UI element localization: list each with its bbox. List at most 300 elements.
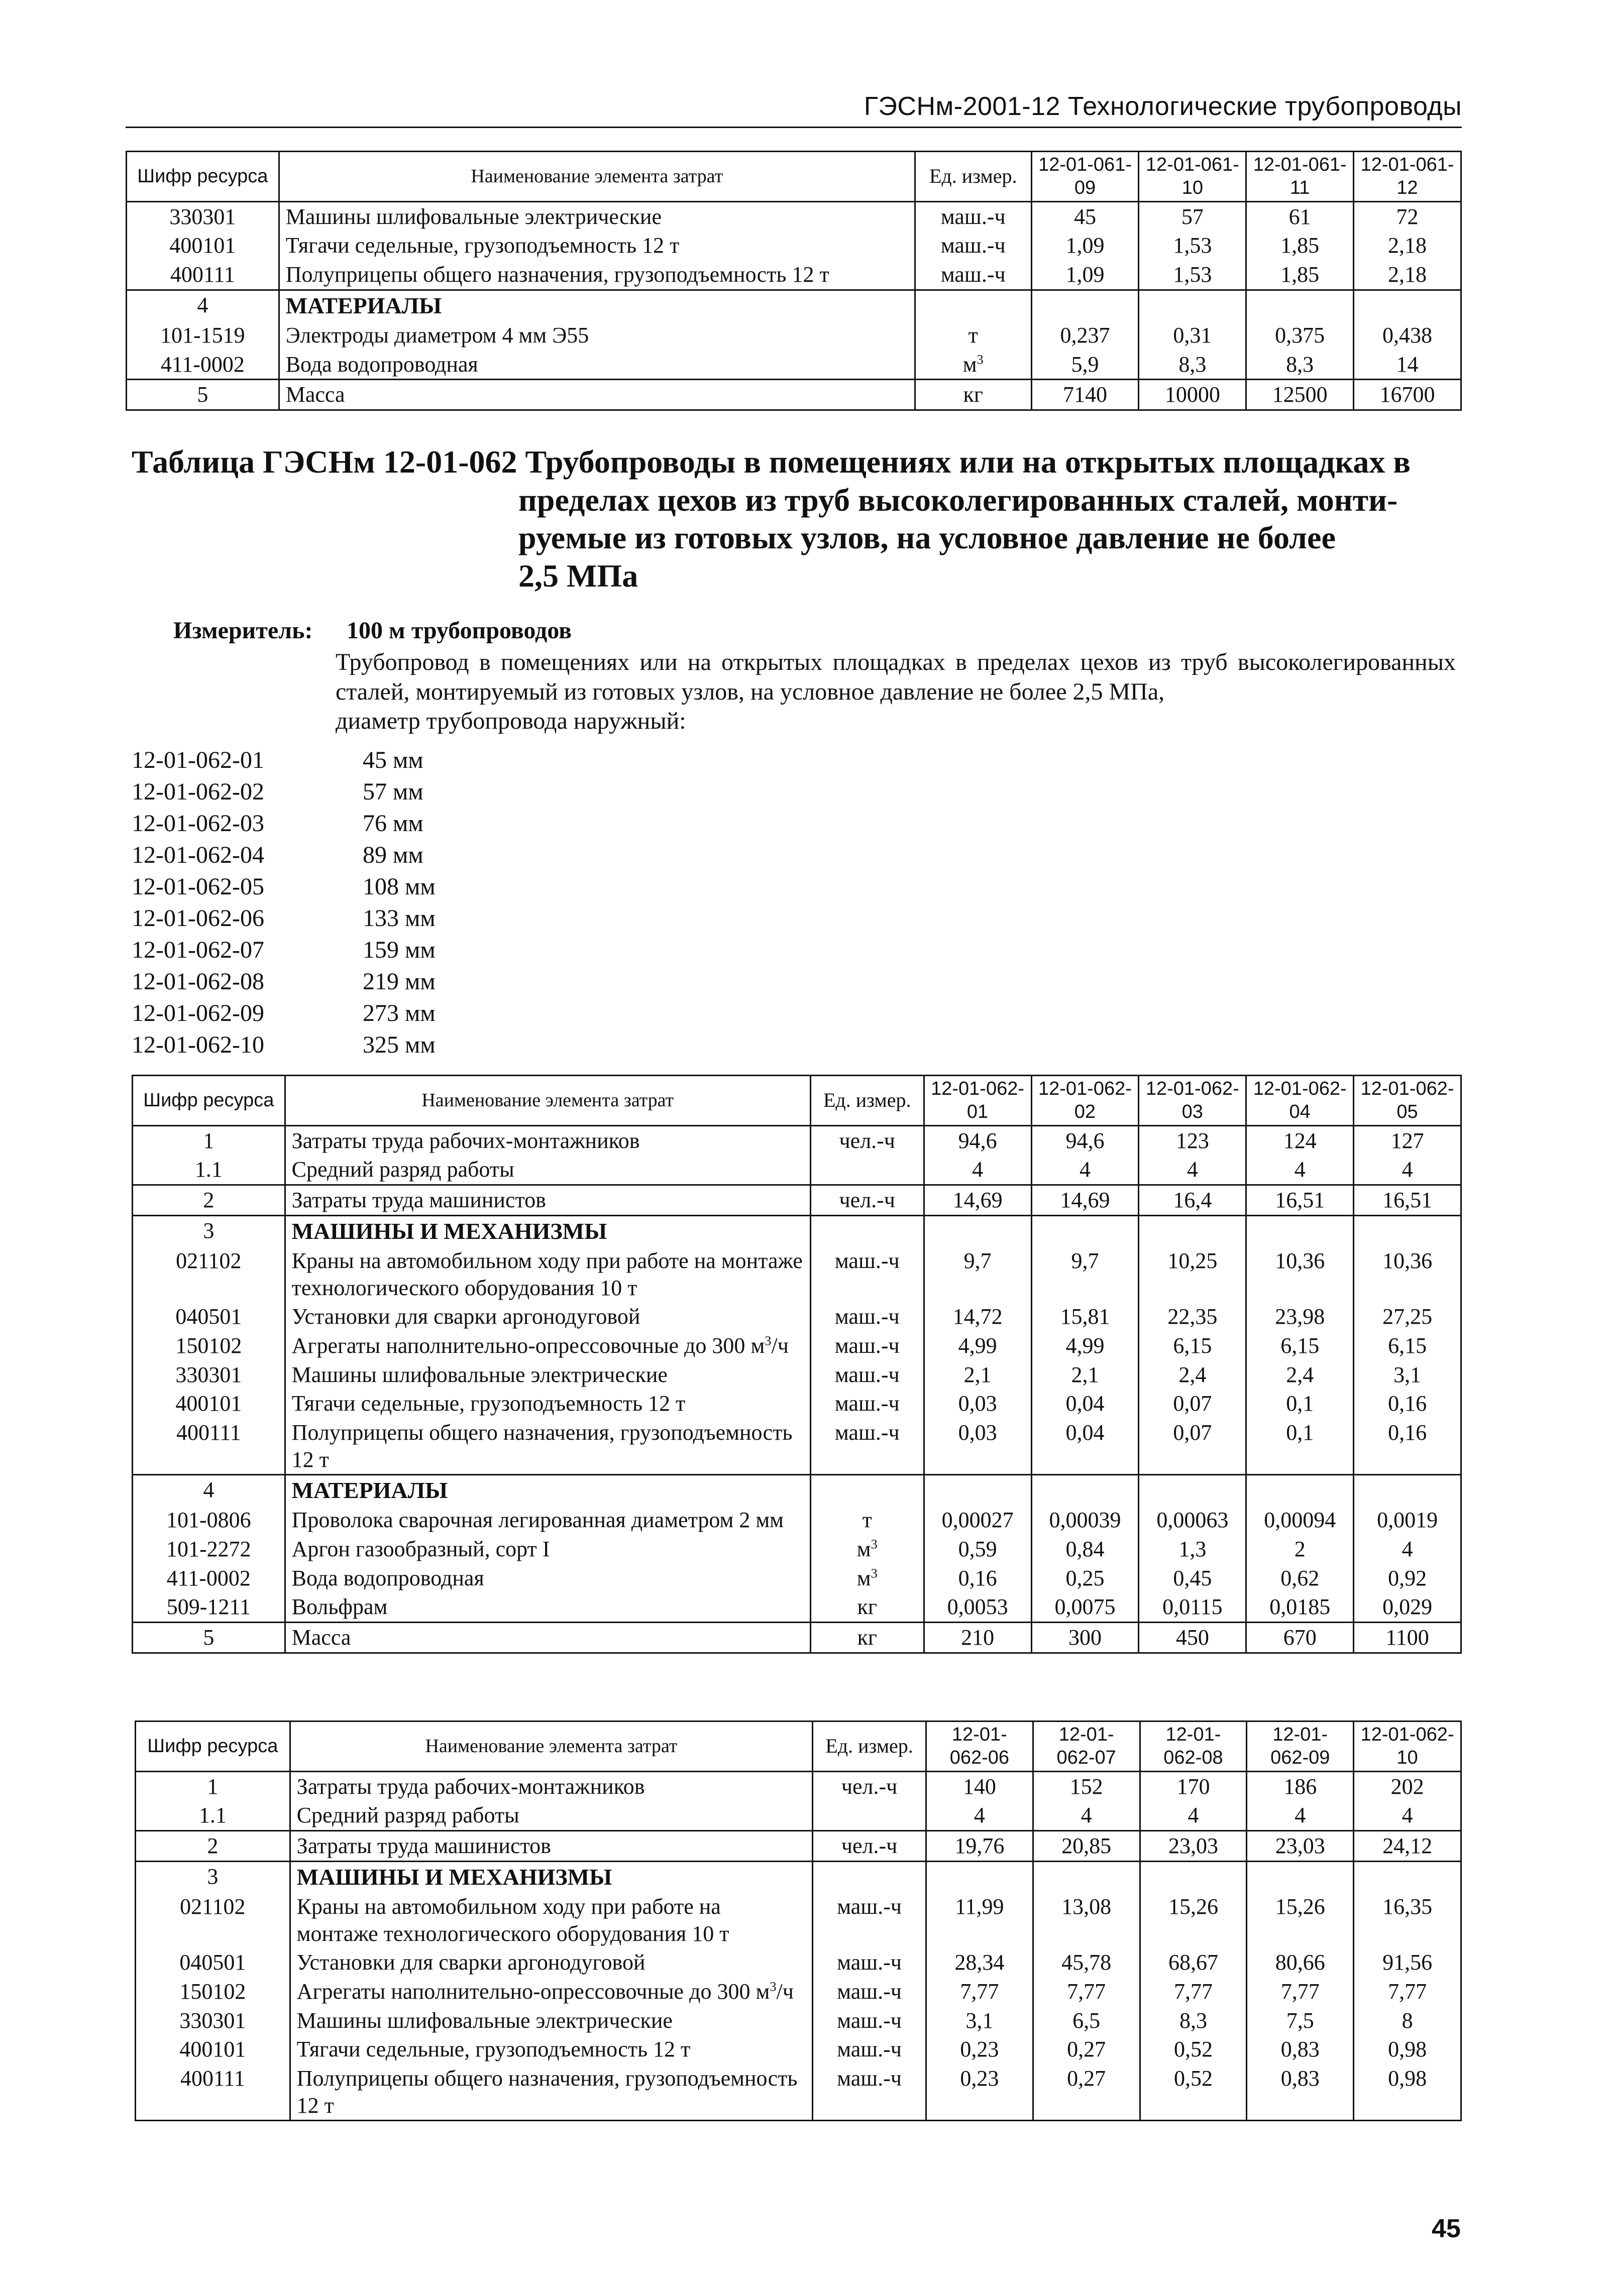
variant-diameter: 57 мм: [363, 778, 423, 805]
resource-value: [1139, 1215, 1246, 1246]
header-column-12-01-061-11: 12-01-061-11: [1246, 152, 1354, 202]
resource-value: 2,4: [1139, 1360, 1246, 1390]
resource-name: МАШИНЫ И МЕХАНИЗМЫ: [285, 1215, 810, 1246]
resource-unit: маш.-ч: [915, 201, 1031, 231]
resource-value: 7140: [1031, 380, 1139, 410]
resource-unit: маш.-ч: [813, 1948, 926, 1977]
resource-value: [1031, 1475, 1139, 1506]
table-row: [127, 350, 1461, 380]
resource-value: 4: [1139, 1155, 1246, 1185]
resource-value: 23,98: [1246, 1302, 1354, 1331]
table-row: [127, 380, 1461, 410]
resource-name: Установки для сварки аргонодуговой: [290, 1948, 812, 1977]
resource-value: 4: [1246, 1155, 1354, 1185]
resource-name: Тягачи седельные, грузоподъемность 12 т: [285, 1389, 810, 1418]
variant-diameter: 219 мм: [363, 968, 436, 995]
header-name: Наименование элемента затрат: [290, 1721, 812, 1772]
meter: [173, 617, 572, 644]
resource-value: 1,85: [1246, 231, 1354, 260]
variant-row: [132, 934, 436, 966]
table-row: [136, 1861, 1461, 1892]
header-name: Наименование элемента затрат: [285, 1076, 810, 1126]
resource-value: 170: [1140, 1771, 1247, 1801]
table-row: [127, 231, 1461, 260]
resource-name: Затраты труда машинистов: [290, 1831, 812, 1862]
resource-value: 57: [1139, 201, 1246, 231]
resource-name: Затраты труда рабочих-монтажников: [290, 1771, 812, 1801]
table-row: [133, 1535, 1461, 1564]
resource-value: 670: [1246, 1623, 1354, 1653]
resource-code: 3: [133, 1215, 285, 1246]
resource-value: 2,18: [1354, 260, 1461, 290]
variant-diameter: 325 мм: [363, 1031, 436, 1058]
table-title-line: 2,5 МПа: [518, 557, 638, 594]
resource-value: 0,375: [1246, 321, 1354, 350]
resource-value: 0,03: [924, 1418, 1031, 1475]
resource-value: 8,3: [1140, 2006, 1247, 2035]
header-column-12-01-061-12: 12-01-061-12: [1354, 152, 1461, 202]
resource-value: 1,53: [1139, 231, 1246, 260]
resource-value: 72: [1354, 201, 1461, 231]
resource-value: 14: [1354, 350, 1461, 380]
resource-value: 0,23: [926, 2064, 1033, 2121]
resource-value: 94,6: [1031, 1125, 1139, 1155]
resource-value: [1139, 1475, 1246, 1506]
resource-value: 300: [1031, 1623, 1139, 1653]
resource-table-062-a: [132, 1075, 1462, 1654]
variant-diameter: 89 мм: [363, 842, 423, 868]
resource-code: 1: [136, 1771, 290, 1801]
resource-value: 0,07: [1139, 1418, 1246, 1475]
resource-name: Проволока сварочная легированная диаметром 2 мм: [285, 1506, 810, 1535]
table-row: [133, 1331, 1461, 1360]
resource-code: 400101: [136, 2035, 290, 2064]
resource-value: 0,04: [1031, 1418, 1139, 1475]
resource-name: Краны на автомобильном ходу при работе на монтаже технологического оборудования 10 т: [290, 1892, 812, 1948]
resource-value: 124: [1246, 1125, 1354, 1155]
variant-diameter: 159 мм: [363, 937, 436, 963]
resource-name: Установки для сварки аргонодуговой: [285, 1302, 810, 1331]
table-title: [132, 443, 1468, 595]
header-unit: Ед. измер.: [915, 152, 1031, 202]
resource-code: 5: [133, 1623, 285, 1653]
table-row: [136, 1948, 1461, 1977]
resource-value: 0,00063: [1139, 1506, 1246, 1535]
description-main: Трубопровод в помещениях или на открытых площадках в пределах цехов из труб высоколегированных сталей, монтируемый из готовых узлов, на условное давление не более 2,5 МПа,: [336, 649, 1456, 705]
variant-code: 12-01-062-09: [132, 1000, 264, 1026]
resource-value: 0,1: [1246, 1389, 1354, 1418]
resource-unit: [810, 1475, 924, 1506]
variant-code: 12-01-062-07: [132, 937, 264, 963]
table-row: [136, 2035, 1461, 2064]
table-row: [133, 1302, 1461, 1331]
resource-code: 101-0806: [133, 1506, 285, 1535]
resource-code: 4: [133, 1475, 285, 1506]
resource-value: 0,83: [1247, 2035, 1354, 2064]
resource-value: 14,69: [1031, 1185, 1139, 1216]
resource-value: 0,0075: [1031, 1592, 1139, 1622]
resource-value: 19,76: [926, 1831, 1033, 1862]
resource-name: Масса: [279, 380, 915, 410]
resource-value: 10000: [1139, 380, 1246, 410]
resource-value: 2,18: [1354, 231, 1461, 260]
resource-name: Электроды диаметром 4 мм Э55: [279, 321, 915, 350]
resource-value: 0,23: [926, 2035, 1033, 2064]
resource-value: 10,25: [1139, 1246, 1246, 1302]
resource-value: 202: [1354, 1771, 1461, 1801]
resource-unit: маш.-ч: [813, 1892, 926, 1948]
resource-value: 0,98: [1354, 2064, 1461, 2121]
resource-code: 040501: [136, 1948, 290, 1977]
resource-unit: маш.-ч: [810, 1418, 924, 1475]
resource-code: 2: [133, 1185, 285, 1216]
resource-code: 400101: [127, 231, 279, 260]
variant-list: [132, 744, 436, 1061]
resource-value: [1246, 1475, 1354, 1506]
resource-code: 1: [133, 1125, 285, 1155]
resource-value: 80,66: [1247, 1948, 1354, 1977]
resource-table-061: [126, 151, 1462, 411]
resource-unit: маш.-ч: [810, 1246, 924, 1302]
variant-row: [132, 1029, 436, 1061]
description-tail: диаметр трубопровода наружный:: [336, 708, 686, 735]
resource-value: 7,5: [1247, 2006, 1354, 2035]
variant-row: [132, 966, 436, 997]
resource-value: 7,77: [926, 1977, 1033, 2006]
resource-code: 150102: [136, 1977, 290, 2006]
variant-row: [132, 902, 436, 934]
header-code: Шифр ресурса: [133, 1076, 285, 1126]
resource-name: МАТЕРИАЛЫ: [279, 290, 915, 321]
resource-value: 186: [1247, 1771, 1354, 1801]
resource-value: 2,1: [924, 1360, 1031, 1390]
resource-code: 1.1: [133, 1155, 285, 1185]
resource-value: 1,85: [1246, 260, 1354, 290]
resource-unit: маш.-ч: [810, 1302, 924, 1331]
resource-value: 45,78: [1033, 1948, 1140, 1977]
resource-value: 12500: [1246, 380, 1354, 410]
resource-unit: кг: [810, 1623, 924, 1653]
resource-unit: $м^3$: [810, 1564, 924, 1593]
resource-value: 8,3: [1246, 350, 1354, 380]
table-title-line: руемые из готовых узлов, на условное давление не более: [518, 520, 1336, 556]
resource-value: 23,03: [1140, 1831, 1247, 1862]
resource-value: 2,1: [1031, 1360, 1139, 1390]
resource-value: 4: [926, 1801, 1033, 1830]
table-row: [133, 1185, 1461, 1216]
meter-label: Измеритель:: [173, 617, 313, 644]
resource-value: 15,81: [1031, 1302, 1139, 1331]
resource-value: 28,34: [926, 1948, 1033, 1977]
header-column-12-01-062-04: 12-01-062-04: [1246, 1076, 1354, 1126]
table-row: [133, 1623, 1461, 1653]
resource-table-062-b: [135, 1720, 1462, 2121]
resource-name: Вода водопроводная: [279, 350, 915, 380]
resource-value: [1354, 1215, 1461, 1246]
table-row: [133, 1155, 1461, 1185]
resource-value: 7,77: [1033, 1977, 1140, 2006]
resource-value: [926, 1861, 1033, 1892]
resource-value: 27,25: [1354, 1302, 1461, 1331]
header-column-12-01-062-09: 12-01-062-09: [1247, 1721, 1354, 1772]
resource-code: 3: [136, 1861, 290, 1892]
header-column-12-01-061-09: 12-01-061-09: [1031, 152, 1139, 202]
resource-value: 1,09: [1031, 260, 1139, 290]
variant-code: 12-01-062-02: [132, 778, 264, 805]
resource-code: 4: [127, 290, 279, 321]
resource-value: 15,26: [1140, 1892, 1247, 1948]
table-row: [136, 2006, 1461, 2035]
resource-value: 0,62: [1246, 1564, 1354, 1593]
resource-value: 45: [1031, 201, 1139, 231]
resource-value: 0,52: [1140, 2064, 1247, 2121]
variant-row: [132, 839, 436, 871]
table-row: [127, 260, 1461, 290]
resource-unit: маш.-ч: [915, 231, 1031, 260]
resource-unit: чел.-ч: [813, 1771, 926, 1801]
resource-value: 13,08: [1033, 1892, 1140, 1948]
table-row: [136, 1831, 1461, 1862]
resource-value: 0,27: [1033, 2035, 1140, 2064]
resource-name: Полуприцепы общего назначения, грузоподъемность 12 т: [290, 2064, 812, 2121]
resource-value: 0,25: [1031, 1564, 1139, 1593]
resource-value: 2: [1246, 1535, 1354, 1564]
resource-code: 1.1: [136, 1801, 290, 1830]
running-head-rule: [126, 127, 1462, 128]
variant-diameter: 76 мм: [363, 810, 423, 837]
table-row: [127, 290, 1461, 321]
variant-diameter: 45 мм: [363, 747, 423, 773]
table-title-line: пределах цехов из труб высоколегированных сталей, монти-: [518, 482, 1398, 518]
resource-code: 101-2272: [133, 1535, 285, 1564]
resource-unit: [810, 1215, 924, 1246]
resource-code: 400101: [133, 1389, 285, 1418]
resource-value: 0,16: [1354, 1389, 1461, 1418]
resource-name: Тягачи седельные, грузоподъемность 12 т: [290, 2035, 812, 2064]
resource-value: 4,99: [924, 1331, 1031, 1360]
resource-unit: кг: [810, 1592, 924, 1622]
variant-row: [132, 997, 436, 1029]
resource-unit: маш.-ч: [813, 1977, 926, 2006]
resource-value: 7,77: [1140, 1977, 1247, 2006]
header-column-12-01-062-03: 12-01-062-03: [1139, 1076, 1246, 1126]
resource-value: 6,15: [1354, 1331, 1461, 1360]
resource-name: Машины шлифовальные электрические: [279, 201, 915, 231]
resource-value: [1031, 290, 1139, 321]
resource-value: 0,00039: [1031, 1506, 1139, 1535]
resource-name: МАТЕРИАЛЫ: [285, 1475, 810, 1506]
resource-unit: т: [810, 1506, 924, 1535]
variant-code: 12-01-062-10: [132, 1031, 264, 1058]
resource-code: 400111: [136, 2064, 290, 2121]
resource-code: 400111: [127, 260, 279, 290]
resource-name: Аргон газообразный, сорт I: [285, 1535, 810, 1564]
resource-value: 0,438: [1354, 321, 1461, 350]
variant-code: 12-01-062-05: [132, 873, 264, 900]
resource-value: 10,36: [1246, 1246, 1354, 1302]
resource-value: 24,12: [1354, 1831, 1461, 1862]
resource-value: 16,51: [1246, 1185, 1354, 1216]
resource-unit: маш.-ч: [810, 1389, 924, 1418]
resource-name: Полуприцепы общего назначения, грузоподъемность 12 т: [279, 260, 915, 290]
resource-value: 5,9: [1031, 350, 1139, 380]
variant-diameter: 108 мм: [363, 873, 436, 900]
resource-value: 1,09: [1031, 231, 1139, 260]
resource-value: 3,1: [926, 2006, 1033, 2035]
resource-value: 91,56: [1354, 1948, 1461, 1977]
resource-unit: чел.-ч: [813, 1831, 926, 1862]
resource-value: [924, 1475, 1031, 1506]
resource-value: 9,7: [924, 1246, 1031, 1302]
table-row: [133, 1592, 1461, 1622]
resource-value: 0,59: [924, 1535, 1031, 1564]
resource-value: 4,99: [1031, 1331, 1139, 1360]
resource-value: 1100: [1354, 1623, 1461, 1653]
resource-name: Затраты труда рабочих-монтажников: [285, 1125, 810, 1155]
resource-code: 021102: [136, 1892, 290, 1948]
table-row: [133, 1506, 1461, 1535]
resource-value: 0,84: [1031, 1535, 1139, 1564]
resource-name: Средний разряд работы: [285, 1155, 810, 1185]
resource-value: 0,92: [1354, 1564, 1461, 1593]
resource-value: 61: [1246, 201, 1354, 231]
variant-code: 12-01-062-08: [132, 968, 264, 995]
resource-value: 0,16: [924, 1564, 1031, 1593]
header-code: Шифр ресурса: [136, 1721, 290, 1772]
resource-value: 7,77: [1247, 1977, 1354, 2006]
resource-value: 22,35: [1139, 1302, 1246, 1331]
header-column-12-01-062-01: 12-01-062-01: [924, 1076, 1031, 1126]
resource-name: Затраты труда машинистов: [285, 1185, 810, 1216]
resource-unit: маш.-ч: [813, 2064, 926, 2121]
resource-value: [924, 1215, 1031, 1246]
resource-value: 68,67: [1140, 1948, 1247, 1977]
table-row: [136, 1977, 1461, 2006]
variant-diameter: 273 мм: [363, 1000, 436, 1026]
resource-name: Тягачи седельные, грузоподъемность 12 т: [279, 231, 915, 260]
header-column-12-01-062-08: 12-01-062-08: [1140, 1721, 1247, 1772]
variant-row: [132, 744, 436, 776]
resource-value: 0,1: [1246, 1418, 1354, 1475]
resource-value: 0,00094: [1246, 1506, 1354, 1535]
table-row: [133, 1215, 1461, 1246]
table-row: [136, 1892, 1461, 1948]
resource-unit: [810, 1155, 924, 1185]
variant-diameter: 133 мм: [363, 905, 436, 932]
table-row: [136, 1771, 1461, 1801]
header-unit: Ед. измер.: [813, 1721, 926, 1772]
resource-value: 4: [924, 1155, 1031, 1185]
table-row: [127, 321, 1461, 350]
table-row: [133, 1389, 1461, 1418]
resource-name: МАШИНЫ И МЕХАНИЗМЫ: [290, 1861, 812, 1892]
resource-value: 0,16: [1354, 1418, 1461, 1475]
resource-code: 509-1211: [133, 1592, 285, 1622]
resource-unit: маш.-ч: [813, 2035, 926, 2064]
resource-value: [1354, 1475, 1461, 1506]
resource-value: 15,26: [1247, 1892, 1354, 1948]
resource-value: [1246, 1215, 1354, 1246]
resource-value: 6,15: [1139, 1331, 1246, 1360]
resource-unit: [813, 1801, 926, 1830]
resource-value: 140: [926, 1771, 1033, 1801]
table-title-line: Таблица ГЭСНм 12-01-062 Трубопроводы в помещениях или на открытых площадках в: [132, 444, 1411, 480]
resource-value: 0,07: [1139, 1389, 1246, 1418]
header-column-12-01-062-10: 12-01-062-10: [1354, 1721, 1461, 1772]
resource-value: 6,5: [1033, 2006, 1140, 2035]
resource-unit: $м^3$: [915, 350, 1031, 380]
resource-name: Агрегаты наполнительно-опрессовочные до 300 $м^3/ч$: [285, 1331, 810, 1360]
resource-value: 210: [924, 1623, 1031, 1653]
resource-value: 6,15: [1246, 1331, 1354, 1360]
resource-value: 127: [1354, 1125, 1461, 1155]
resource-value: 14,69: [924, 1185, 1031, 1216]
resource-code: 2: [136, 1831, 290, 1862]
running-head: ГЭСНм-2001-12 Технологические трубопроводы: [864, 92, 1462, 121]
resource-value: 123: [1139, 1125, 1246, 1155]
resource-code: 411-0002: [133, 1564, 285, 1593]
resource-unit: чел.-ч: [810, 1185, 924, 1216]
resource-unit: $м^3$: [810, 1535, 924, 1564]
page-number: 45: [1432, 2214, 1461, 2243]
resource-value: 0,0053: [924, 1592, 1031, 1622]
table-row: [133, 1360, 1461, 1390]
resource-value: 4: [1354, 1535, 1461, 1564]
table-row: [133, 1475, 1461, 1506]
resource-code: 150102: [133, 1331, 285, 1360]
resource-value: [1354, 1861, 1461, 1892]
resource-unit: [915, 290, 1031, 321]
resource-code: 101-1519: [127, 321, 279, 350]
resource-value: 7,77: [1354, 1977, 1461, 2006]
resource-code: 400111: [133, 1418, 285, 1475]
resource-value: [1246, 290, 1354, 321]
resource-name: Средний разряд работы: [290, 1801, 812, 1830]
resource-value: 4: [1031, 1155, 1139, 1185]
resource-value: 4: [1033, 1801, 1140, 1830]
resource-name: Вода водопроводная: [285, 1564, 810, 1593]
table-row: [127, 201, 1461, 231]
resource-value: 14,72: [924, 1302, 1031, 1331]
resource-unit: чел.-ч: [810, 1125, 924, 1155]
resource-unit: кг: [915, 380, 1031, 410]
resource-value: [1031, 1215, 1139, 1246]
resource-value: 0,0115: [1139, 1592, 1246, 1622]
resource-value: 0,029: [1354, 1592, 1461, 1622]
meter-value: 100 м трубопроводов: [347, 617, 572, 644]
header-column-12-01-062-05: 12-01-062-05: [1354, 1076, 1461, 1126]
resource-value: 0,83: [1247, 2064, 1354, 2121]
table-row: [136, 2064, 1461, 2121]
resource-name: Машины шлифовальные электрические: [290, 2006, 812, 2035]
resource-value: 16700: [1354, 380, 1461, 410]
resource-value: 4: [1354, 1801, 1461, 1830]
resource-value: 450: [1139, 1623, 1246, 1653]
resource-value: 94,6: [924, 1125, 1031, 1155]
resource-value: 152: [1033, 1771, 1140, 1801]
resource-value: [1247, 1861, 1354, 1892]
resource-unit: т: [915, 321, 1031, 350]
resource-value: 1,53: [1139, 260, 1246, 290]
resource-unit: маш.-ч: [813, 2006, 926, 2035]
variant-code: 12-01-062-04: [132, 842, 264, 868]
resource-value: [1354, 290, 1461, 321]
header-column-12-01-062-07: 12-01-062-07: [1033, 1721, 1140, 1772]
resource-unit: маш.-ч: [915, 260, 1031, 290]
resource-unit: маш.-ч: [810, 1360, 924, 1390]
header-column-12-01-062-02: 12-01-062-02: [1031, 1076, 1139, 1126]
variant-row: [132, 808, 436, 839]
